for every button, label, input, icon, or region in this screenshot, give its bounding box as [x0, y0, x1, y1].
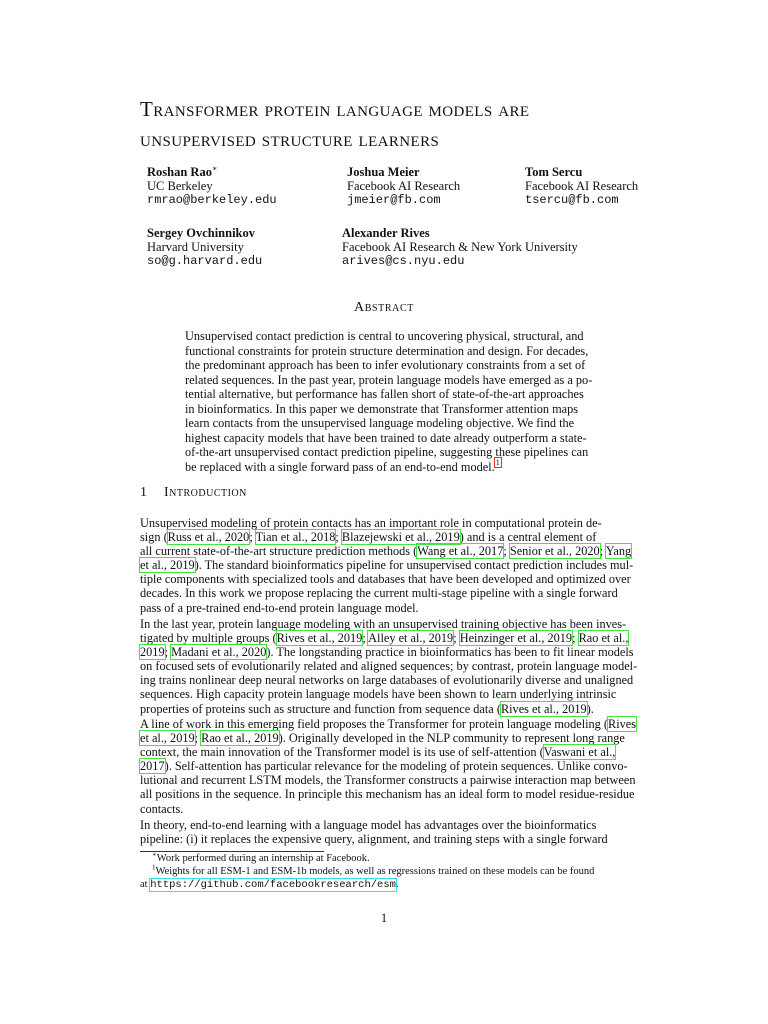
text-run: context, the main innovation of the Transformer model is its use of self-attention (	[140, 745, 544, 760]
paragraph-line: decades. In this work we propose replacing the current multi-stage pipeline with a single forward	[140, 586, 618, 601]
page-number: 1	[380, 911, 388, 925]
abstract-line-text: be replaced with a single forward pass of an end-to-end model.	[185, 459, 495, 474]
abstract-line: related sequences. In the past year, protein language models have emerged as a po-	[185, 372, 593, 387]
text-run: ). Self-attention has particular relevance for the modeling of protein sequences. Unlike convo-	[164, 759, 628, 774]
paragraph-line	[140, 645, 650, 659]
footnote-2-continued	[140, 879, 655, 892]
citation-link[interactable]: Russ et al., 2020	[167, 530, 250, 545]
author-email: tsercu@fb.com	[525, 193, 619, 207]
author-footnote-mark: ∗	[211, 163, 218, 173]
paragraph-line: contacts.	[140, 801, 184, 816]
paragraph-line	[140, 759, 650, 773]
author-email: so@g.harvard.edu	[147, 254, 263, 268]
paragraph-line	[140, 530, 650, 544]
author-affiliation: UC Berkeley	[147, 179, 213, 193]
paragraph-line	[140, 544, 650, 558]
paragraph-line: lutional and recurrent LSTM models, the Transformer constructs a pairwise interaction map between	[140, 773, 636, 788]
author-name: Sergey Ovchinnikov	[147, 226, 255, 240]
author-block	[347, 165, 460, 207]
citation-link[interactable]: et al., 2019	[140, 731, 195, 746]
footnote-1	[152, 850, 652, 866]
citation-link[interactable]: Rives et al., 2019	[276, 631, 363, 646]
paragraph-line: on focused sets of evolutionarily related and aligned sequences; by contrast, protein language model-	[140, 659, 638, 674]
paragraph-line: pass of a pre-trained end-to-end protein language model.	[140, 600, 419, 615]
repository-link[interactable]: https://github.com/facebookresearch/esm	[150, 879, 396, 891]
citation-link[interactable]: Madani et al., 2020	[171, 645, 267, 660]
paragraph-line	[140, 717, 650, 731]
text-run: ;	[362, 631, 369, 646]
text-run: ;	[599, 544, 606, 559]
citation-link[interactable]: Wang et al., 2017	[417, 544, 504, 559]
author-affiliation: Facebook AI Research & New York University	[342, 240, 578, 254]
citation-link[interactable]: Yang	[605, 544, 632, 559]
abstract-line: the predominant approach has been to infer evolutionary constraints from a set of	[185, 358, 586, 372]
text-run: ). The standard bioinformatics pipeline for unsupervised contact prediction includes mul-	[194, 558, 634, 573]
paragraph-line: all positions in the sequence. In principle this mechanism has an ideal form to model residue-residue	[140, 787, 635, 802]
abstract-line: Unsupervised contact prediction is central to uncovering physical, structural, and	[185, 329, 584, 343]
paragraph-line: ing trains nonlinear deep neural networks on large databases of evolutionarily diverse and unaligned	[140, 673, 634, 688]
author-affiliation: Harvard University	[147, 240, 244, 254]
footnote-2	[152, 863, 652, 879]
text-run: A line of work in this emerging field proposes the Transformer for protein language modeling (	[140, 717, 608, 731]
text-run: ;	[335, 530, 342, 545]
abstract-line: highest capacity models that have been trained to date already outperform a state-	[185, 430, 587, 445]
text-run: sign (	[140, 530, 168, 545]
intro-paragraph-3	[140, 717, 650, 816]
text-run: ;	[503, 544, 510, 559]
author-email: jmeier@fb.com	[347, 193, 441, 207]
abstract-line: learn contacts from the unsupervised language modeling objective. We find the	[185, 416, 575, 430]
footnote-link[interactable]: 1	[495, 458, 500, 468]
text-run: ). Originally developed in the NLP community to represent long range	[278, 731, 625, 746]
abstract-line: tential alternative, but performance has fallen short of state-of-the-art approaches	[185, 387, 584, 401]
text-run: all current state-of-the-art structure prediction methods (	[140, 544, 418, 559]
footnote-mark: 1	[152, 863, 156, 872]
author-block	[525, 165, 638, 207]
author-block	[147, 165, 277, 207]
footnote-divider	[140, 851, 324, 852]
title-line-1: Transformer protein language models are	[140, 97, 530, 121]
citation-link[interactable]: Vaswani et al.,	[543, 745, 616, 760]
author-block	[342, 226, 578, 268]
paragraph-line	[140, 731, 650, 745]
footnote-text: .	[395, 879, 399, 890]
abstract-heading: Abstract	[354, 300, 414, 315]
abstract-body	[185, 329, 603, 474]
citation-link[interactable]: Rao et al., 2019	[201, 731, 279, 746]
text-run: tigated by multiple groups (	[140, 631, 277, 646]
citation-link[interactable]: et al., 2019	[140, 558, 195, 573]
citation-link[interactable]: Alley et al., 2019	[368, 631, 454, 646]
citation-link[interactable]: Senior et al., 2020	[509, 544, 600, 559]
author-name: Tom Sercu	[525, 165, 583, 179]
section-title: Introduction	[164, 485, 247, 500]
citation-link[interactable]: Rives	[608, 717, 637, 731]
footnote-mark: ∗	[152, 850, 157, 859]
paragraph-line	[140, 745, 650, 759]
paragraph-line: Unsupervised modeling of protein contacts has an important role in computational protein de-	[140, 516, 602, 530]
author-name: Joshua Meier	[347, 165, 420, 179]
paper-title	[140, 94, 700, 154]
section-heading	[140, 485, 247, 501]
text-run: ).	[586, 701, 594, 716]
intro-paragraph-4	[140, 818, 650, 846]
title-line-2: unsupervised structure learners	[140, 127, 440, 151]
citation-link[interactable]: Rao et al.,	[578, 631, 629, 646]
intro-paragraph-1	[140, 516, 650, 615]
intro-paragraph-2	[140, 617, 650, 716]
author-name: Roshan Rao	[147, 165, 212, 179]
citation-link[interactable]: Rives et al., 2019	[500, 701, 587, 716]
author-email: rmrao@berkeley.edu	[147, 193, 277, 207]
paragraph-line: tiple components with specialized tools and databases that have been developed and optimized over	[140, 572, 631, 587]
text-run: properties of proteins such as structure and function from sequence data (	[140, 701, 501, 716]
citation-link[interactable]: Heinzinger et al., 2019	[459, 631, 573, 646]
paragraph-line: In theory, end-to-end learning with a language model has advantages over the bioinformatics	[140, 818, 597, 832]
paragraph-line: In the last year, protein language modeling with an unsupervised training objective has been inves-	[140, 617, 627, 631]
footnote-text: at	[140, 879, 151, 890]
author-affiliation: Facebook AI Research	[347, 179, 461, 193]
paragraph-line: sequences. High capacity protein language models have been shown to learn underlying intrinsic	[140, 687, 617, 702]
author-name: Alexander Rives	[342, 226, 430, 240]
citation-link[interactable]: 2019	[140, 645, 165, 660]
text-run: ;	[249, 530, 256, 545]
text-run: ). The longstanding practice in bioinformatics has been to fit linear models	[266, 645, 634, 660]
abstract-line	[185, 460, 603, 475]
footnote-text: Work performed during an internship at Facebook.	[156, 853, 370, 864]
section-number: 1	[140, 485, 148, 500]
citation-link[interactable]: Tian et al., 2018	[255, 530, 336, 545]
footnote-text: Weights for all ESM-1 and ESM-1b models, as well as regressions trained on these models can be found	[155, 866, 595, 877]
citation-link[interactable]: 2017	[140, 759, 165, 774]
author-affiliation: Facebook AI Research	[525, 179, 639, 193]
paragraph-line	[140, 702, 650, 716]
abstract-line: of-the-art unsupervised contact prediction pipeline, suggesting these pipelines can	[185, 445, 589, 459]
abstract-line: functional constraints for protein structure determination and design. For decades,	[185, 343, 589, 358]
text-run: ;	[572, 631, 579, 646]
paragraph-line	[140, 631, 650, 645]
abstract-line: in bioinformatics. In this paper we demonstrate that Transformer attention maps	[185, 401, 579, 416]
text-run: ) and is a central element of	[459, 530, 597, 545]
paragraph-line	[140, 558, 650, 572]
text-run: ;	[453, 631, 460, 646]
paragraph-line: pipeline: (i) it replaces the expensive query, alignment, and training steps with a single forward	[140, 832, 608, 847]
author-email: arives@cs.nyu.edu	[342, 254, 465, 268]
text-run: ;	[164, 645, 172, 660]
citation-link[interactable]: Blazejewski et al., 2019	[341, 530, 460, 545]
author-block	[147, 226, 262, 268]
text-run: ;	[194, 731, 202, 746]
